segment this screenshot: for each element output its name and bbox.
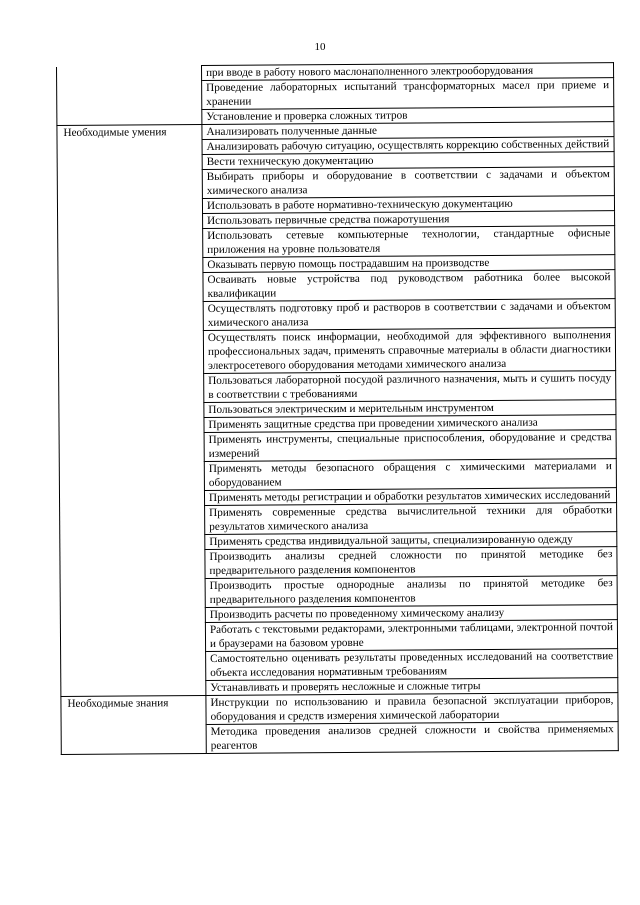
skill-item: Анализировать полученные данные — [202, 122, 614, 140]
skill-item: Применять методы безопасного обращения с химическими материалами и оборудованием — [204, 459, 616, 491]
knowledge-label: Необходимые знания — [61, 695, 206, 754]
skill-item: Использовать в работе нормативно-техническую документацию — [202, 196, 614, 214]
skill-item: Пользоваться электрическим и мерительным инструментом — [204, 400, 616, 418]
skill-item: Применять инструменты, специальные приспособления, оборудование и средства измерений — [204, 430, 616, 462]
skill-item: Производить простые однородные анализы по принятой методике без предварительного разделения компонентов — [205, 576, 617, 608]
skill-item: Использовать первичные средства пожаротушения — [203, 211, 615, 229]
skill-item: Самостоятельно оценивать результаты проведенных исследований на соответствие объекта исследования нормативным требованиям — [206, 649, 618, 681]
page-number: 10 — [314, 41, 326, 53]
table-row — [61, 693, 618, 726]
empty-label-cell — [57, 65, 202, 125]
skill-item: Анализировать рабочую ситуацию, осуществлять коррекцию собственных действий — [202, 137, 614, 155]
skill-item: Вести техническую документацию — [202, 152, 614, 170]
skill-item: Применять методы регистрации и обработки результатов химических исследований — [204, 488, 616, 506]
knowledge-item: Инструкции по использованию и правила безопасной эксплуатации приборов, оборудования и средств измерения химической лаборатории — [206, 693, 618, 725]
skill-item: Осуществлять поиск информации, необходимой для эффективного выполнения профессиональных задач, применять справочные материалы в области диагностики электросетевого оборудования методами химического анализа — [203, 328, 615, 374]
skill-item: Пользоваться лабораторной посудой различного назначения, мыть и сушить посуду в соответствии с требованиями — [204, 371, 616, 403]
skill-item: Использовать сетевые компьютерные технологии, стандартные офисные приложения на уровне пользователя — [203, 226, 615, 258]
skill-item: Устанавливать и проверять несложные и сложные титры — [206, 678, 618, 696]
skill-item: Осваивать новые устройства под руководством работника более высокой квалификации — [203, 270, 615, 302]
table-cell: при вводе в работу нового маслонаполненного электрооборудования — [201, 63, 613, 81]
skill-item: Выбирать приборы и оборудование в соответствии с задачами и объектом химического анализа — [202, 167, 614, 199]
skill-item: Осуществлять подготовку проб и растворов в соответствии с задачами и объектом химического анализа — [203, 299, 615, 331]
skill-item: Производить расчеты по проведенному химическому анализу — [205, 605, 617, 623]
skill-item: Производить анализы средней сложности по принятой методике без предварительного разделения компонентов — [205, 547, 617, 579]
skills-label: Необходимые умения — [57, 124, 206, 696]
skill-item: Работать с текстовыми редакторами, электронными таблицами, электронной почтой и браузерами на базовом уровне — [205, 620, 617, 652]
skill-item: Применять средства индивидуальной защиты, специализированную одежду — [205, 532, 617, 550]
skill-item: Применять защитные средства при проведении химического анализа — [204, 415, 616, 433]
skill-item: Применять современные средства вычислительной техники для обработки результатов химического анализа — [205, 503, 617, 535]
requirements-table — [56, 62, 619, 755]
skill-item: Оказывать первую помощь пострадавшим на производстве — [203, 255, 615, 273]
table-cell: Проведение лабораторных испытаний трансформаторных масел при приеме и хранении — [202, 78, 614, 110]
table-cell: Установление и проверка сложных титров — [202, 107, 614, 125]
knowledge-item: Методика проведения анализов средней сложности и свойства применяемых реагентов — [206, 722, 618, 754]
